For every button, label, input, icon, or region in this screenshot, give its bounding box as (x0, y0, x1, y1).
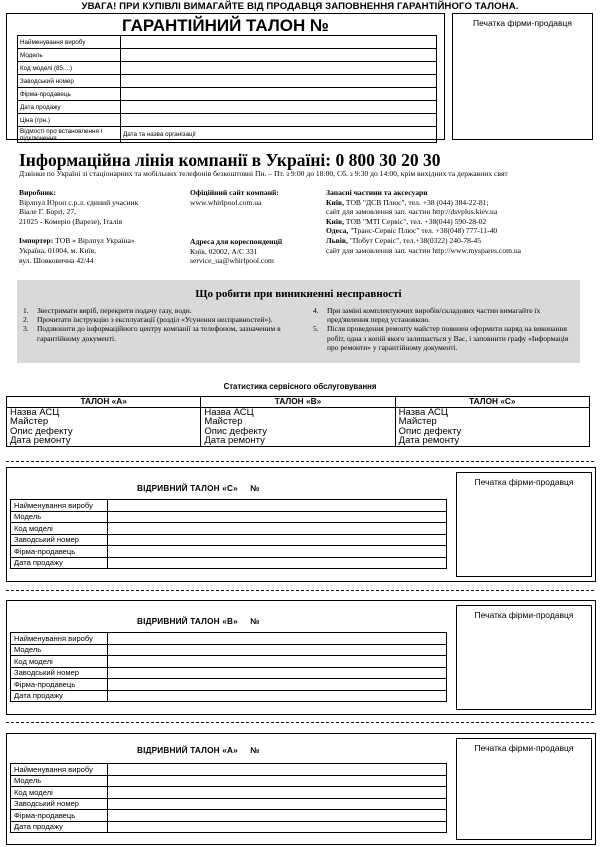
warning-banner: УВАГА! ПРИ КУПІВЛІ ВИМАГАЙТЕ ВІД ПРОДАВЦЯ ЗАПОВНЕННЯ ГАРАНТІЙНОГО ТАЛОНА. (81, 1, 519, 12)
importer-line: вул. Шовковична 42/44 (19, 255, 94, 265)
tear-form-field[interactable] (108, 810, 447, 822)
stamp-label: Печатка фірми-продавця (473, 18, 572, 28)
tear-coupon-title: ВІДРИВНИЙ ТАЛОН «С» № (137, 484, 260, 493)
warranty-title: ГАРАНТІЙНИЙ ТАЛОН № (122, 16, 329, 35)
address-info (190, 237, 320, 266)
form-label: Дата продажу (18, 101, 121, 114)
spare-parts-entry: сайт для замовлення зап. частин http://dsvplus.kiev.ua (326, 207, 498, 217)
tear-form-field[interactable] (108, 690, 447, 702)
address-email[interactable]: service_ua@whirlpool.com (190, 256, 274, 266)
tear-form-field[interactable] (108, 679, 447, 691)
tear-form-field[interactable] (108, 557, 447, 569)
tear-form-field[interactable] (108, 667, 447, 679)
warranty-card (6, 13, 445, 140)
tear-form-table (10, 632, 447, 702)
fault-instructions-title: Що робити при виникненні несправності (195, 288, 402, 300)
form-value-field[interactable]: Дата та назва організації (121, 127, 437, 143)
fault-steps-left (17, 306, 285, 343)
website-link[interactable]: www.whirlpool.com.ua (190, 197, 262, 207)
tear-form-label: Код моделі (11, 787, 108, 799)
form-row (18, 114, 437, 127)
address-line: Київ, 02002, А/С 331 (190, 246, 258, 256)
importer-heading: Імпортер: (19, 236, 54, 246)
form-row (18, 49, 437, 62)
stats-row (7, 407, 590, 417)
hotline-title: Інформаційна лінія компанії в Україні: 0 800 30 20 30 (19, 150, 441, 170)
stats-column-header: ТАЛОН «В» (201, 397, 395, 408)
form-row (18, 88, 437, 101)
tear-coupon-title: ВІДРИВНИЙ ТАЛОН «А» № (137, 746, 260, 755)
stats-cell[interactable]: Дата ремонту (395, 436, 589, 446)
tear-form-label: Найменування виробу (11, 764, 108, 776)
tear-form-field[interactable] (108, 775, 447, 787)
form-row (18, 36, 437, 49)
form-value-field[interactable] (121, 114, 437, 127)
form-label: Ціна (грн.) (18, 114, 121, 127)
fault-step: 3. Подзвонити до інформаційного центру компанії за телефоном, зазначеним в гарантійному документі. (23, 324, 281, 343)
spare-parts-entry: Одеса, "Транс-Сервіс Плюс" тел. +38(048) 777-11-40 (326, 226, 498, 236)
stamp-label: Печатка фірми-продавця (474, 743, 574, 753)
form-label: Відмості про встановлення і підключення (18, 127, 121, 143)
stats-cell[interactable]: Майстер (395, 417, 589, 427)
stats-cell[interactable]: Опис дефекту (201, 427, 395, 437)
tear-form-field[interactable] (108, 523, 447, 535)
seller-stamp-box (456, 605, 592, 710)
tear-form-field[interactable] (108, 787, 447, 799)
spare-parts-entry: Київ, ТОВ "МТІ Сервіс", тел. +38(044) 590-28-02 (326, 216, 487, 226)
tear-form-label: Модель (11, 511, 108, 523)
tear-form-field[interactable] (108, 644, 447, 656)
form-row (18, 62, 437, 75)
tear-form-label: Найменування виробу (11, 500, 108, 512)
spare-parts-entry: Київ, ТОВ "ДСВ Плюс", тел. +38 (044) 384-22-81; (326, 197, 489, 207)
fault-step: 5. Після проведення ремонту майстер повинен оформити наряд на виконання робіт, одна з копій якого залишається у Вас, і заповнити графу «Інформація про ремонти» у гарантійному документі. (313, 324, 569, 352)
tear-form-field[interactable] (108, 798, 447, 810)
tear-coupon-a (6, 733, 596, 845)
warranty-form-table (17, 35, 437, 143)
website-info (190, 188, 320, 207)
tear-form-label: Модель (11, 644, 108, 656)
stats-cell[interactable]: Дата ремонту (201, 436, 395, 446)
form-label: Заводський номер (18, 75, 121, 88)
tear-form-label: Заводський номер (11, 798, 108, 810)
manufacturer-heading: Виробник: (19, 188, 56, 197)
stats-cell[interactable]: Опис дефекту (395, 427, 589, 437)
tear-form-field[interactable] (108, 534, 447, 546)
seller-stamp-box (452, 13, 593, 140)
form-value-field[interactable] (121, 75, 437, 88)
tear-form-field[interactable] (108, 500, 447, 512)
seller-stamp-box (456, 472, 592, 577)
form-value-field[interactable] (121, 88, 437, 101)
stats-title: Статистика сервісного обслуговування (223, 382, 377, 391)
form-value-field[interactable] (121, 101, 437, 114)
form-label: Модель (18, 49, 121, 62)
tear-coupon-b (6, 600, 596, 715)
stats-row (7, 427, 590, 437)
tear-form-label: Дата продажу (11, 557, 108, 569)
tear-form-field[interactable] (108, 633, 447, 645)
hotline-subtitle: Дзвінки по Україні зі стаціонарних та мобільних телефонів безкоштовні Пн. – Пт. з 9:00 до 18:00, Сб. з 9:30 до 14:00, крім вихідних та державних свят (19, 169, 508, 178)
stats-row (7, 436, 590, 446)
tear-form-label: Код моделі (11, 656, 108, 668)
tear-form-label: Заводський номер (11, 667, 108, 679)
form-label: Фірма-продавець (18, 88, 121, 101)
tear-form-label: Найменування виробу (11, 633, 108, 645)
stats-cell[interactable]: Майстер (7, 417, 201, 427)
tear-form-field[interactable] (108, 511, 447, 523)
tear-form-label: Код моделі (11, 523, 108, 535)
tear-form-field[interactable] (108, 821, 447, 833)
importer-line: ТОВ « Вірлпул Україна» (55, 236, 135, 246)
stats-cell[interactable]: Майстер (201, 417, 395, 427)
stamp-label: Печатка фірми-продавця (474, 610, 574, 620)
tear-form-field[interactable] (108, 764, 447, 776)
tear-form-label: Дата продажу (11, 821, 108, 833)
tear-form-label: Фірма-продавець (11, 679, 108, 691)
stats-cell[interactable]: Назва АСЦ (7, 407, 201, 417)
tear-form-table (10, 763, 447, 833)
spare-parts-entry: сайт для замовлення зап. частин http://www.myspareѕ.com.ua (326, 245, 522, 255)
manufacturer-line: Вірлпул Юроп с.р.л. єдиний учасник (19, 197, 139, 207)
stats-cell[interactable]: Назва АСЦ (395, 407, 589, 417)
form-value-field[interactable] (121, 49, 437, 62)
tear-form-label: Фірма-продавець (11, 546, 108, 558)
fault-step: 2. Прочитати інструкцію з експлуатації (розділ «Усунення несправностей»). (23, 315, 273, 325)
form-label: Код моделі (85....) (18, 62, 121, 75)
cut-line (6, 461, 594, 462)
importer-line: Україна, 01004, м. Київ, (19, 245, 97, 255)
tear-form-field[interactable] (108, 546, 447, 558)
tear-form-label: Заводський номер (11, 534, 108, 546)
spare-parts-heading: Запасні частини та аксесуари (326, 188, 428, 197)
spare-parts-info (326, 188, 591, 255)
form-value-field[interactable] (121, 62, 437, 75)
form-row (18, 127, 437, 143)
manufacturer-info (19, 188, 184, 265)
stats-column-header: ТАЛОН «С» (395, 397, 589, 408)
manufacturer-line: Віале Г. Борґі, 27, (19, 207, 77, 217)
fault-step: 4. При заміні комплектуючих виробів/складових частин вимагайте їх пред'явлення перед установкою. (313, 306, 541, 325)
seller-stamp-box (456, 738, 592, 840)
spare-parts-entry: Львів, "Побут Сервіс", тел.+38(0322) 240-78-45 (326, 235, 482, 245)
service-stats-table (6, 396, 590, 447)
form-row (18, 75, 437, 88)
form-label: Найменування виробу (18, 36, 121, 49)
fault-instructions-box (17, 280, 580, 363)
tear-form-label: Фірма-продавець (11, 810, 108, 822)
manufacturer-line: 21025 - Комеріо (Варезе), Італія (19, 216, 123, 226)
tear-form-field[interactable] (108, 656, 447, 668)
fault-steps-right (307, 306, 577, 352)
fault-step: 1. Звестримати виріб, перекрити подачу газу, води. (23, 306, 192, 315)
address-heading: Адреса для кореспонденції (190, 237, 283, 246)
tear-coupon-title: ВІДРИВНИЙ ТАЛОН «В» № (137, 617, 260, 626)
website-heading: Офіційний сайт компанії: (190, 188, 279, 197)
tear-form-label: Дата продажу (11, 690, 108, 702)
tear-form-label: Модель (11, 775, 108, 787)
stats-cell[interactable]: Опис дефекту (7, 427, 201, 437)
cut-line (6, 722, 594, 723)
stamp-label: Печатка фірми-продавця (474, 477, 574, 487)
tear-coupon-c (6, 467, 596, 582)
cut-line (6, 590, 594, 591)
form-row (18, 101, 437, 114)
stats-row (7, 417, 590, 427)
stats-column-header: ТАЛОН «А» (7, 397, 201, 408)
stats-cell[interactable]: Назва АСЦ (201, 407, 395, 417)
stats-cell[interactable]: Дата ремонту (7, 436, 201, 446)
form-value-field[interactable] (121, 36, 437, 49)
tear-form-table (10, 499, 447, 569)
